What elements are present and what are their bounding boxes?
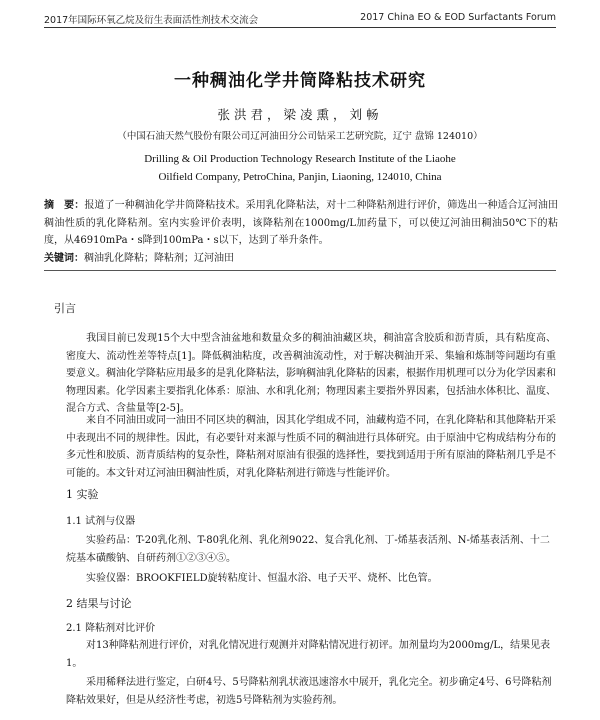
keywords-text: 稠油乳化降粘；降粘剂；辽河油田 [84, 253, 234, 264]
authors: 张洪君，梁凌熏，刘畅 [217, 107, 383, 122]
intro-p2-text: 来自不同油田或同一油田不同区块的稠油，因其化学组成不同，油藏构造不同，在乳化降粘和其他降粘开采中表现出不同的规律性。因此，有必要针对来源与性质不同的稠油进行具体研究。由于原油中它构成结构分布的多元性和胶质、沥青质结构的复杂性，降粘剂对原油有很强的选择性，要找到适用于所有原油的降粘剂几乎是不可能的。本文针对辽河油田稠油性质，对乳化降粘剂进行筛选与性能评价。 [66, 415, 556, 479]
section-1-1-heading: 1.1 试剂与仪器 [66, 516, 136, 527]
section-1-heading: 1 实验 [66, 488, 99, 501]
paper-title: 一种稠油化学井筒降粘技术研究 [174, 71, 426, 91]
abstract-label: 摘 要： [44, 200, 85, 211]
instruments-text: 实验仪器：BROOKFIELD旋转粘度计、恒温水浴、电子天平、烧杯、比色管。 [86, 573, 438, 584]
intro-paragraph-1 [66, 330, 556, 418]
abstract [44, 197, 558, 250]
keywords [44, 251, 558, 267]
intro-p1-text: 我国目前已发现15个大中型含油盆地和数量众多的稠油油藏区块，稠油富含胶质和沥青质，具有粘度高、密度大、流动性差等特点[1]。降低稠油粘度，改善稠油流动性，对于解决稠油开采、集输和炼制等问题均有重要意义。稠油化学降粘应用最多的是乳化降粘法，影响稠油乳化降粘的因素，根据作用机理可以分为化学因素和物理因素。化学因素主要指乳化体系：原油、水和乳化剂；物理因素主要指外界因素，包括油水体积比、温度、混合方式、含盐量等[2-5]。 [66, 333, 556, 415]
affiliation-en [0, 150, 600, 186]
affiliation-en-line-2: Oilfield Company, PetroChina, Panjin, Liaoning, 124010, China [158, 171, 442, 183]
header-left: 2017年国际环氧乙烷及衍生表面活性剂技术交流会 [44, 15, 259, 26]
intro-paragraph-2 [66, 412, 556, 482]
section-2-heading: 2 结果与讨论 [66, 597, 132, 610]
header-right: 2017 China EO & EOD Surfactants Forum [360, 12, 556, 23]
intro-heading: 引言 [54, 302, 76, 315]
section-2-paragraph-1 [66, 637, 556, 672]
abstract-rule [44, 270, 556, 271]
affiliation-cn: （中国石油天然气股份有限公司辽河油田分公司钻采工艺研究院，辽宁 盘锦 124010） [117, 131, 483, 142]
sec2-p1-text: 对13种降粘剂进行评价，对乳化情况进行观测并对降粘情况进行初评。加剂量均为2000mg/L，结果见表1。 [66, 640, 551, 669]
reagents-paragraph [66, 532, 556, 567]
affiliation-en-line-1: Drilling & Oil Production Technology Research Institute of the Liaohe [144, 153, 456, 165]
reagents-text: 实验药品：T-20乳化剂、T-80乳化剂、乳化剂9022、复合乳化剂、丁-烯基表活剂、N-烯基表活剂、十二烷基本磺酸钠、自研药剂①②③④⑤。 [66, 535, 550, 564]
instruments-paragraph [66, 570, 556, 588]
section-2-1-heading: 2.1 降粘剂对比评价 [66, 623, 156, 634]
keywords-label: 关键词： [44, 253, 84, 264]
header-rule [44, 27, 556, 28]
section-2-paragraph-2 [66, 674, 556, 709]
abstract-text: 报道了一种稠油化学井筒降粘技术。采用乳化降粘法，对十二种降粘剂进行评价，筛选出一种适合辽河油田稠油性质的乳化降粘剂。室内实验评价表明，该降粘剂在1000mg/L加药量下，可以使辽河油田稠油50℃下的粘度，从46910mPa・s降到100mPa・s以下，达到了举升条件。 [44, 200, 559, 246]
sec2-p2-text: 采用稀释法进行鉴定，白研4号、5号降粘剂乳状液迅速溶水中展开，乳化完全。初步确定4号、6号降粘剂降粘效果好，但是从经济性考虑，初选5号降粘剂为实验药剂。 [66, 677, 552, 706]
